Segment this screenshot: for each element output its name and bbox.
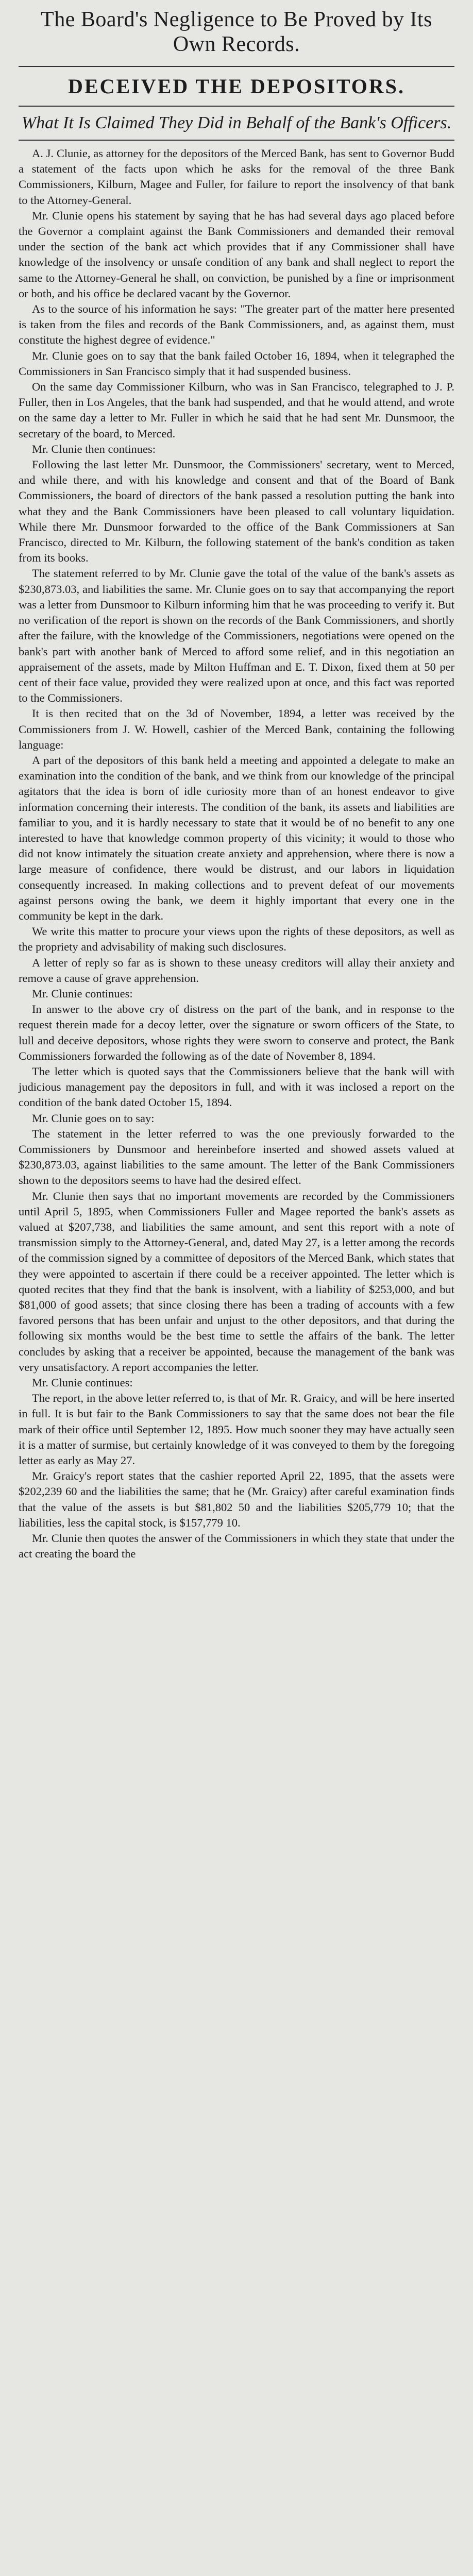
paragraph: Mr. Clunie opens his statement by saying that he has had several days ago placed before the Governor a complaint against the Bank Commissioners and demanded their removal under the section of the bank act which provides that if any Commissioner shall have knowledge of the insolvency or unsafe condition of any bank and shall neglect to report the same to the Attorney-General he shall, on conviction, be punished by a fine or imprisonment or both, and his office be declared vacant by the Governor. xyxy=(19,209,454,300)
article-body xyxy=(19,146,454,1562)
paragraph: The letter which is quoted says that the Commissioners believe that the bank will with judicious management pay the depositors in full, and with it was inclosed a report on the condition of the bank dated October 15, 1894. xyxy=(19,1064,454,1109)
paragraph: Mr. Clunie goes on to say that the bank failed October 16, 1894, when it telegraphed the Commissioners in San Francisco simply that it had suspended business. xyxy=(19,349,454,378)
paragraph: It is then recited that on the 3d of November, 1894, a letter was received by the Commissioners from J. W. Howell, cashier of the Merced Bank, containing the following language: xyxy=(19,707,454,751)
subhead: What It Is Claimed They Did in Behalf of the Bank's Officers. xyxy=(21,113,452,132)
paragraph: A part of the depositors of this bank held a meeting and appointed a delegate to make an examination into the condition of the bank, and we think from our knowledge of the principal agitators that the idea is born of idle curiosity more than of an honest endeavor to give information concerning their interests. The condition of the bank, its assets and liabilities are familiar to you, and it is hardly necessary to state that it would be of no benefit to any one interested to have that knowledge common property of this vicinity; it would to those who did not know intimately the situation create anxiety and apprehension, where there is now a large measure of confidence, there would be distrust, and our labors in liquidation consequently increased. In making collections and to prevent defeat of our movements against persons owing the bank, we deem it highly important that every one in the community be kept in the dark. xyxy=(19,753,454,922)
paragraph: Mr. Clunie continues: xyxy=(32,987,133,1000)
paragraph: Following the last letter Mr. Dunsmoor, the Commissioners' secretary, went to Merced, and while there, and with his knowledge and consent and that of the Board of Bank Commissioners, the board of directors of the bank passed a resolution putting the bank into what they and the Bank Commissioners have been pleased to call voluntary liquidation. While there Mr. Dunsmoor forwarded to the office of the Bank Commissioners at San Francisco, directed to Mr. Kilburn, the following statement of the bank's condition as taken from its books. xyxy=(19,458,454,565)
divider xyxy=(19,106,454,107)
paragraph: Mr. Clunie then continues: xyxy=(32,442,156,455)
article xyxy=(19,0,454,1562)
paragraph: In answer to the above cry of distress on the part of the bank, and in response to the request therein made for a decoy letter, over the signature or sworn officers of the State, to lull and deceive depositors, whose rights they were sworn to conserve and protect, the Bank Commissioners forwarded the following as of the date of November 8, 1894. xyxy=(19,1003,454,1062)
paragraph: The report, in the above letter referred to, is that of Mr. R. Graicy, and will be here inserted in full. It is but fair to the Bank Commissioners to say that the same does not bear the file mark of their office until September 12, 1895. How much sooner they may have actually seen it is a matter of surmise, but certainly knowledge of it was conveyed to them by the foregoing letter as early as May 27. xyxy=(19,1392,454,1467)
paragraph: On the same day Commissioner Kilburn, who was in San Francisco, telegraphed to J. P. Fuller, then in Los Angeles, that the bank had suspended, and that he would attend, and wrote on the same day a letter to Mr. Fuller in which he said that he had sent Mr. Dunsmoor, the secretary of the board, to Merced. xyxy=(19,380,454,440)
paragraph: Mr. Graicy's report states that the cashier reported April 22, 1895, that the assets were $202,239 60 and the liabilities the same; that he (Mr. Graicy) after careful examination finds that the value of the assets is but $81,802 50 and the liabilities $205,779 10; that the liabilities, less the capital stock, is $157,779 10. xyxy=(19,1469,454,1529)
divider xyxy=(19,140,454,141)
headline: The Board's Negligence to Be Proved by Its Own Records. xyxy=(41,8,432,56)
paragraph: Mr. Clunie continues: xyxy=(32,1376,133,1389)
section-title: DECEIVED THE DEPOSITORS. xyxy=(67,75,406,98)
paragraph: As to the source of his information he says: "The greater part of the matter here presented is taken from the files and records of the Bank Commissioners, and, as against them, must constitute the highest degree of evidence." xyxy=(19,302,454,347)
paragraph: We write this matter to procure your views upon the rights of these depositors, as well as the propriety and advisability of making such disclosures. xyxy=(19,925,454,954)
paragraph: Mr. Clunie then says that no important movements are recorded by the Commissioners until April 5, 1895, when Commissioners Fuller and Magee reported the bank's assets as valued at $207,738, and liabilities the same amount, and sent this report with a note of transmission simply to the Attorney-General, and, dated May 27, is a letter among the records of the commission signed by a committee of depositors of the Merced Bank, which states that they were appointed to ascertain if there could be a receiver appointed. The letter which is quoted recites that they find that the bank is insolvent, with a liability of $253,000, and but $81,000 of good assets; that since closing there has been a trading of accounts with a few favored persons that has been unfair and unjust to the other depositors, and that during the following six months would be the best time to settle the affairs of the bank. The letter concludes by asking that a receiver be appointed, because the management of the bank was very unsatisfactory. A report accompanies the letter. xyxy=(19,1189,454,1374)
paragraph: The statement referred to by Mr. Clunie gave the total of the value of the bank's assets as $230,873.03, and liabilities the same. Mr. Clunie goes on to say that accompanying the report was a letter from Dunsmoor to Kilburn informing him that he was proceeding to verify it. But no verification of the report is shown on the records of the Bank Commissioners, and shortly after the failure, with the knowledge of the Commissioners, negotiations were opened on the bank's part with another bank of Merced to afford some relief, and in this negotiation an appraisement of the assets, made by Milton Huffman and E. T. Dixon, fixed them at 50 per cent of their face value, provided they were realized upon at once, and this fact was reported to the Commissioners. xyxy=(19,567,454,705)
paragraph: Mr. Clunie then quotes the answer of the Commissioners in which they state that under the act creating the board the xyxy=(19,1532,454,1561)
paragraph: A letter of reply so far as is shown to these uneasy creditors will allay their anxiety and remove a cause of grave apprehension. xyxy=(19,956,454,985)
paragraph: Mr. Clunie goes on to say: xyxy=(32,1111,155,1125)
divider xyxy=(19,66,454,67)
paragraph: The statement in the letter referred to was the one previously forwarded to the Commissioners by Dunsmoor and hereinbefore inserted and showed assets valued at $230,873.03, against liabilities to the same amount. The letter of the Bank Commissioners shown to the depositors seems to have had the desired effect. xyxy=(19,1127,454,1187)
paragraph: A. J. Clunie, as attorney for the depositors of the Merced Bank, has sent to Governor Budd a statement of the facts upon which he asks for the removal of the three Bank Commissioners, Kilburn, Magee and Fuller, for failure to report the insolvency of that bank to the Attorney-General. xyxy=(19,147,454,207)
